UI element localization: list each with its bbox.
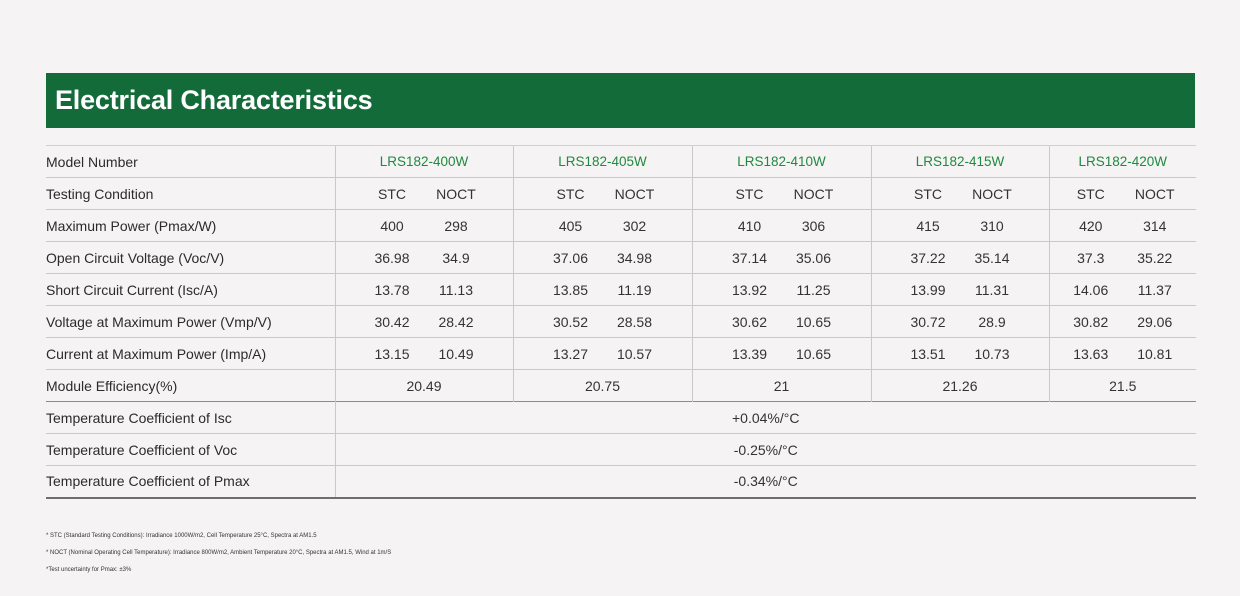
stc-value: 30.62 (731, 313, 768, 330)
noct-value: 11.31 (975, 281, 1009, 298)
noct-value: 302 (622, 217, 647, 234)
row-label: Temperature Coefficient of Isc (46, 402, 335, 434)
noct-value: 310 (980, 217, 1004, 234)
value-cell (1049, 306, 1196, 338)
value-cell (692, 306, 871, 338)
stc-value: 14.06 (1073, 281, 1109, 298)
noct-value: 35.14 (974, 249, 1010, 266)
row-label: Module Efficiency(%) (46, 370, 335, 402)
row-label: Short Circuit Current (Isc/A) (46, 274, 335, 306)
row-tc-voc (46, 434, 1196, 466)
noct-label: NOCT (972, 185, 1012, 202)
noct-value: 11.25 (796, 281, 831, 298)
stc-value: 13.39 (731, 345, 768, 362)
stc-label: STC (378, 185, 406, 202)
efficiency-value: 21 (692, 370, 871, 402)
noct-value: 298 (444, 217, 468, 234)
condition-cell (1049, 178, 1196, 210)
efficiency-value: 20.49 (335, 370, 513, 402)
noct-value: 35.22 (1137, 249, 1173, 266)
noct-value: 10.81 (1137, 345, 1173, 362)
row-isc (46, 274, 1196, 306)
noct-value: 35.06 (795, 249, 832, 266)
stc-value: 37.14 (731, 249, 768, 266)
row-testing-condition (46, 178, 1196, 210)
noct-value: 10.49 (438, 345, 474, 362)
efficiency-value: 21.5 (1049, 370, 1196, 402)
noct-value: 34.98 (616, 249, 653, 266)
row-efficiency (46, 370, 1196, 402)
stc-value: 415 (916, 217, 940, 234)
noct-value: 10.57 (616, 345, 653, 362)
value-cell (692, 338, 871, 370)
model-name: LRS182-415W (871, 146, 1049, 178)
value-cell (513, 274, 692, 306)
value-cell (871, 210, 1049, 242)
title-banner (46, 73, 1195, 128)
value-cell (513, 242, 692, 274)
noct-label: NOCT (1134, 185, 1175, 202)
value-cell (513, 338, 692, 370)
row-label: Maximum Power (Pmax/W) (46, 210, 335, 242)
value-cell (692, 274, 871, 306)
value-cell (692, 210, 871, 242)
stc-value: 30.82 (1073, 313, 1109, 330)
row-voc (46, 242, 1196, 274)
noct-value: 28.42 (438, 313, 474, 330)
value-cell (335, 210, 513, 242)
condition-cell (335, 178, 513, 210)
row-label: Voltage at Maximum Power (Vmp/V) (46, 306, 335, 338)
footnote-stc: * STC (Standard Testing Conditions): Irradiance 1000W/m2, Cell Temperature 25°C, Spectra at AM1.5 (46, 533, 317, 539)
noct-value: 10.65 (795, 313, 832, 330)
model-name: LRS182-410W (692, 146, 871, 178)
value-cell (692, 242, 871, 274)
value-cell (335, 338, 513, 370)
row-label: Temperature Coefficient of Voc (46, 434, 335, 466)
row-tc-pmax (46, 466, 1196, 498)
stc-value: 13.63 (1073, 345, 1109, 362)
row-pmax (46, 210, 1196, 242)
stc-label: STC (1076, 185, 1105, 202)
electrical-characteristics-table (46, 145, 1196, 499)
row-vmp (46, 306, 1196, 338)
stc-value: 13.99 (910, 281, 946, 298)
noct-value: 306 (801, 217, 826, 234)
row-label: Temperature Coefficient of Pmax (46, 466, 335, 498)
row-label: Current at Maximum Power (Imp/A) (46, 338, 335, 370)
value-cell (513, 306, 692, 338)
noct-value: 34.9 (442, 249, 470, 266)
value-cell (871, 242, 1049, 274)
row-label: Open Circuit Voltage (Voc/V) (46, 242, 335, 274)
row-label: Model Number (46, 146, 335, 178)
footnote-noct: * NOCT (Nominal Operating Cell Temperature): Irradiance 800W/m2, Ambient Temperature 20°C, Spectra at AM1.5, Wind at 1m/S (46, 550, 392, 556)
stc-value: 37.3 (1077, 249, 1105, 266)
stc-value: 13.15 (374, 345, 410, 362)
value-cell (1049, 242, 1196, 274)
noct-value: 29.06 (1137, 313, 1173, 330)
stc-value: 405 (558, 217, 583, 234)
row-model-number (46, 146, 1196, 178)
condition-cell (513, 178, 692, 210)
value-cell (871, 306, 1049, 338)
noct-value: 28.58 (616, 313, 653, 330)
stc-label: STC (556, 185, 585, 202)
value-cell (1049, 274, 1196, 306)
footnote-uncertainty: *Test uncertainty for Pmax: ±3% (46, 567, 132, 573)
stc-value: 30.42 (374, 313, 410, 330)
stc-value: 410 (737, 217, 762, 234)
stc-value: 36.98 (374, 249, 410, 266)
tc-voc-value: -0.25%/°C (335, 434, 1196, 466)
efficiency-value: 20.75 (513, 370, 692, 402)
row-tc-isc (46, 402, 1196, 434)
model-name: LRS182-400W (335, 146, 513, 178)
condition-cell (871, 178, 1049, 210)
noct-value: 10.73 (974, 345, 1010, 362)
model-name: LRS182-420W (1049, 146, 1196, 178)
row-imp (46, 338, 1196, 370)
value-cell (1049, 210, 1196, 242)
value-cell (335, 274, 513, 306)
noct-label: NOCT (793, 185, 834, 202)
stc-value: 37.22 (910, 249, 946, 266)
footnotes (46, 528, 391, 579)
condition-cell (692, 178, 871, 210)
stc-label: STC (914, 185, 942, 202)
stc-value: 13.78 (374, 281, 410, 298)
noct-label: NOCT (614, 185, 655, 202)
stc-value: 13.92 (731, 281, 768, 298)
row-label: Testing Condition (46, 178, 335, 210)
value-cell (335, 306, 513, 338)
stc-value: 13.27 (552, 345, 589, 362)
noct-value: 11.13 (439, 281, 473, 298)
stc-value: 13.85 (552, 281, 589, 298)
value-cell (871, 338, 1049, 370)
stc-value: 420 (1079, 217, 1103, 234)
page-title: Electrical Characteristics (55, 85, 373, 115)
stc-value: 30.52 (552, 313, 589, 330)
noct-value: 11.19 (617, 281, 652, 298)
stc-value: 30.72 (910, 313, 946, 330)
efficiency-value: 21.26 (871, 370, 1049, 402)
stc-value: 13.51 (910, 345, 946, 362)
stc-value: 37.06 (552, 249, 589, 266)
stc-value: 400 (380, 217, 404, 234)
noct-value: 314 (1143, 217, 1167, 234)
model-name: LRS182-405W (513, 146, 692, 178)
noct-value: 28.9 (978, 313, 1006, 330)
value-cell (871, 274, 1049, 306)
noct-value: 11.37 (1137, 281, 1172, 298)
noct-label: NOCT (436, 185, 476, 202)
stc-label: STC (735, 185, 764, 202)
noct-value: 10.65 (795, 345, 832, 362)
value-cell (513, 210, 692, 242)
value-cell (335, 242, 513, 274)
tc-isc-value: +0.04%/°C (335, 402, 1196, 434)
tc-pmax-value: -0.34%/°C (335, 466, 1196, 498)
value-cell (1049, 338, 1196, 370)
